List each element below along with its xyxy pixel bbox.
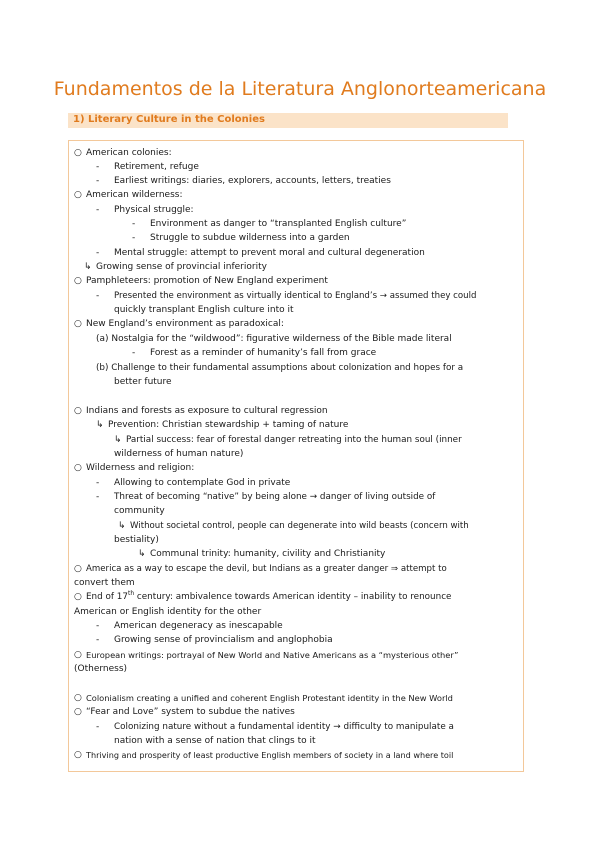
document-title: Fundamentos de la Literatura Anglonorteamericana bbox=[53, 78, 547, 100]
outline-line: Environment as danger to “transplanted English culture” bbox=[150, 219, 407, 229]
outline-line: (Otherness) bbox=[74, 664, 128, 674]
outline-line: American colonies: bbox=[86, 148, 172, 158]
outline-line: Earliest writings: diaries, explorers, accounts, letters, treaties bbox=[114, 176, 391, 186]
outline-line: Indians and forests as exposure to cultural regression bbox=[86, 406, 328, 416]
dash-bullet-icon: - bbox=[96, 635, 100, 645]
outline-line: Allowing to contemplate God in private bbox=[114, 478, 291, 488]
circle-bullet-icon: ○ bbox=[74, 276, 82, 286]
dash-bullet-icon: - bbox=[96, 621, 100, 631]
outline-line: Partial success: fear of forestal danger retreating into the human soul (inner bbox=[126, 435, 462, 445]
outline-line: American degeneracy as inescapable bbox=[114, 621, 283, 631]
outline-line: Without societal control, people can degenerate into wild beasts (concern with bbox=[130, 521, 469, 531]
arrow-bullet-icon: ↳ bbox=[96, 420, 104, 430]
outline-line: Retirement, refuge bbox=[114, 162, 199, 172]
outline-line: (a) Nostalgia for the “wildwood”: figurative wilderness of the Bible made literal bbox=[96, 334, 452, 344]
circle-bullet-icon: ○ bbox=[74, 650, 82, 660]
circle-bullet-icon: ○ bbox=[74, 319, 82, 329]
outline-line: wilderness of human nature) bbox=[114, 449, 244, 459]
outline-line: Thriving and prosperity of least productive English members of society in a land where toil bbox=[86, 750, 454, 760]
outline-line: Growing sense of provincialism and anglophobia bbox=[114, 635, 333, 645]
outline-line: Physical struggle: bbox=[114, 205, 194, 215]
outline-line: convert them bbox=[74, 578, 135, 588]
outline-line: Colonialism creating a unified and coherent English Protestant identity in the New World bbox=[86, 693, 453, 703]
circle-bullet-icon: ○ bbox=[74, 564, 82, 574]
circle-bullet-icon: ○ bbox=[74, 750, 82, 760]
dash-bullet-icon: - bbox=[132, 233, 136, 243]
dash-bullet-icon: - bbox=[96, 492, 100, 502]
outline-line: Wilderness and religion: bbox=[86, 463, 195, 473]
dash-bullet-icon: - bbox=[96, 176, 100, 186]
outline-line: Pamphleteers: promotion of New England experiment bbox=[86, 276, 328, 286]
outline-line: better future bbox=[114, 377, 172, 387]
outline-line: Colonizing nature without a fundamental identity → difficulty to manipulate a bbox=[114, 722, 454, 732]
outline-line: bestiality) bbox=[114, 535, 159, 545]
dash-bullet-icon: - bbox=[132, 348, 136, 358]
circle-bullet-icon: ○ bbox=[74, 148, 82, 158]
outline-line: community bbox=[114, 506, 165, 516]
arrow-bullet-icon: ↳ bbox=[114, 435, 122, 445]
arrow-bullet-icon: ↳ bbox=[118, 521, 126, 531]
circle-bullet-icon: ○ bbox=[74, 406, 82, 416]
section-title: 1) Literary Culture in the Colonies bbox=[73, 114, 265, 125]
outline-line: Mental struggle: attempt to prevent moral and cultural degeneration bbox=[114, 248, 425, 258]
outline-line: nation with a sense of nation that clings to it bbox=[114, 736, 316, 746]
outline-line: Threat of becoming “native” by being alone → danger of living outside of bbox=[114, 492, 436, 502]
arrow-bullet-icon: ↳ bbox=[138, 549, 146, 559]
outline-line: Growing sense of provincial inferiority bbox=[96, 262, 267, 272]
dash-bullet-icon: - bbox=[132, 219, 136, 229]
outline-line: America as a way to escape the devil, but Indians as a greater danger ⇒ attempt to bbox=[86, 564, 447, 574]
outline-line: Struggle to subdue wilderness into a garden bbox=[150, 233, 350, 243]
outline-line: Forest as a reminder of humanity’s fall from grace bbox=[150, 348, 377, 358]
outline-line: “Fear and Love” system to subdue the natives bbox=[86, 707, 295, 717]
outline-line: Prevention: Christian stewardship + taming of nature bbox=[108, 420, 349, 430]
outline-line: quickly transplant English culture into it bbox=[114, 305, 294, 315]
outline-line: End of 17th century: ambivalence towards American identity – inability to renounce bbox=[86, 590, 452, 602]
outline-line: European writings: portrayal of New World and Native Americans as a “mysterious other” bbox=[86, 650, 459, 660]
circle-bullet-icon: ○ bbox=[74, 592, 82, 602]
dash-bullet-icon: - bbox=[96, 291, 100, 301]
dash-bullet-icon: - bbox=[96, 205, 100, 215]
dash-bullet-icon: - bbox=[96, 162, 100, 172]
outline-line: American wilderness: bbox=[86, 190, 183, 200]
outline-line: (b) Challenge to their fundamental assumptions about colonization and hopes for a bbox=[96, 363, 464, 373]
dash-bullet-icon: - bbox=[96, 478, 100, 488]
outline-line: Presented the environment as virtually identical to England’s → assumed they could bbox=[114, 291, 477, 301]
outline-line: New England’s environment as paradoxical: bbox=[86, 319, 284, 329]
arrow-bullet-icon: ↳ bbox=[84, 262, 92, 272]
circle-bullet-icon: ○ bbox=[74, 693, 82, 703]
circle-bullet-icon: ○ bbox=[74, 190, 82, 200]
outline-line: American or English identity for the other bbox=[74, 607, 262, 617]
circle-bullet-icon: ○ bbox=[74, 707, 82, 717]
circle-bullet-icon: ○ bbox=[74, 463, 82, 473]
dash-bullet-icon: - bbox=[96, 248, 100, 258]
dash-bullet-icon: - bbox=[96, 722, 100, 732]
outline-line: Communal trinity: humanity, civility and Christianity bbox=[150, 549, 386, 559]
